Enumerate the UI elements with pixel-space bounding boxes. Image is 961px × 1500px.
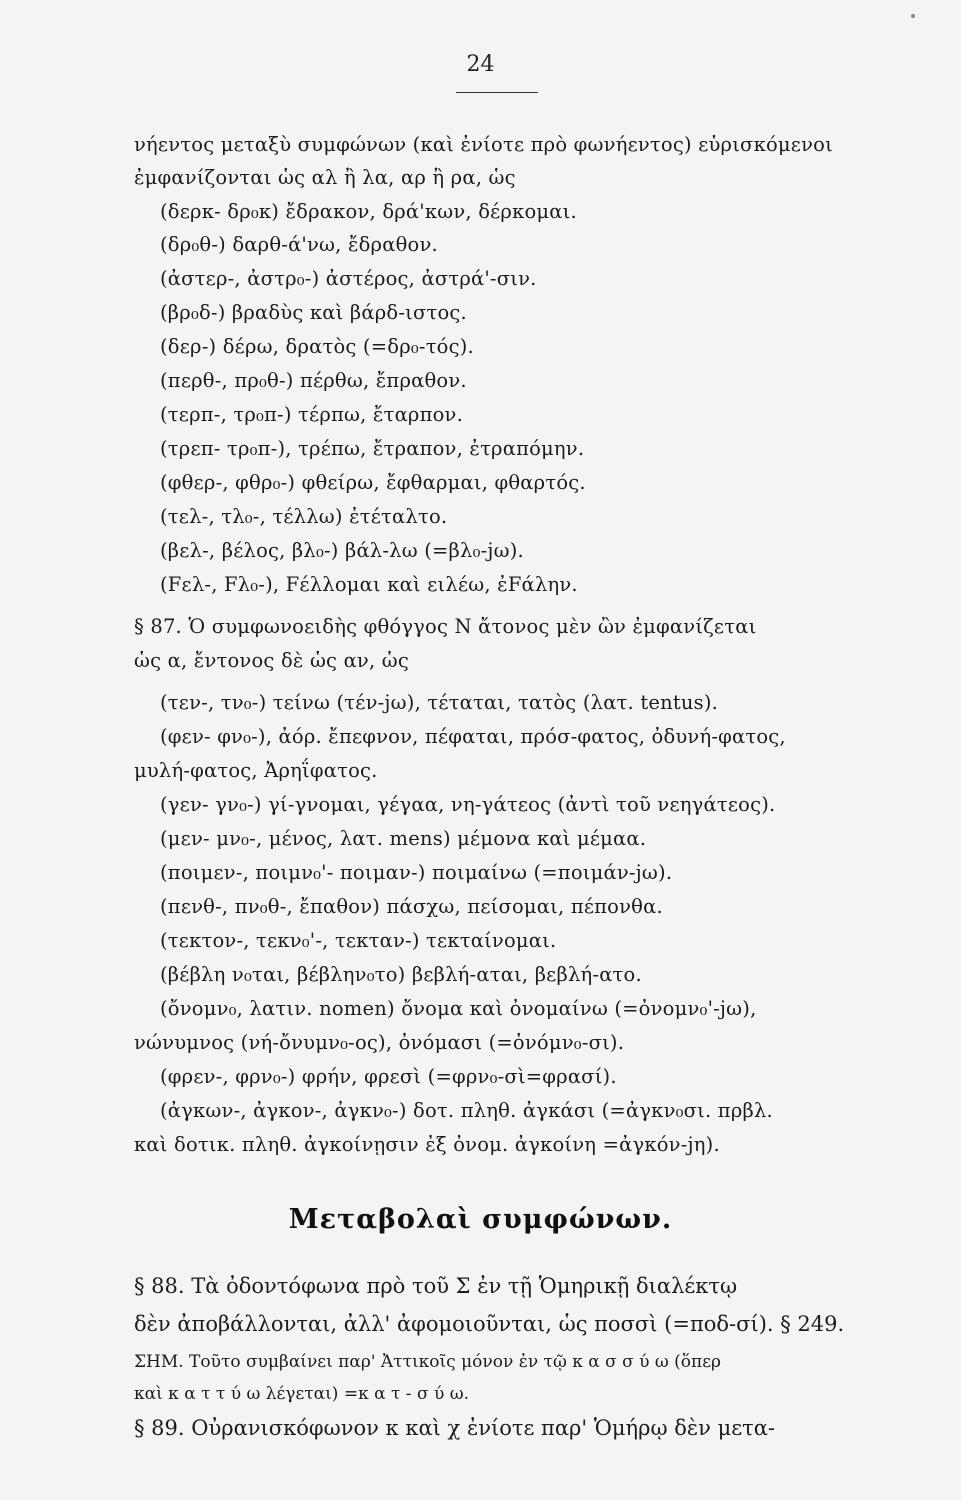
margin-speck xyxy=(911,14,915,18)
text-line: (τελ-, τλ₀-, τέλλω) ἐτέταλτο. xyxy=(160,505,448,528)
page-number: 24 xyxy=(466,52,495,77)
text-line: (δερκ- δρ₀κ) ἔδρακον, δρά'κων, δέρκομαι. xyxy=(160,200,577,223)
note-line: ΣΗΜ. Τοῦτο συμβαίνει παρ' Ἀττικοῖς μόνον ἐν τῷ κ α σ σ ύ ω (ὅπερ xyxy=(134,1352,722,1372)
text-line: (φρεν-, φρν₀-) φρήν, φρεσὶ (=φρν₀-σὶ=φρασί). xyxy=(160,1065,617,1088)
text-line: (τερπ-, τρ₀π-) τέρπω, ἔταρπον. xyxy=(160,403,464,426)
paragraph-88-line: § 88. Τὰ ὀδοντόφωνα πρὸ τοῦ Σ ἐν τῇ Ὁμηρικῇ διαλέκτῳ xyxy=(134,1274,738,1298)
text-line: (μεν- μν₀-, μένος, λατ. mens) μέμονα καὶ μέμαα. xyxy=(160,827,647,850)
text-line: (ποιμεν-, ποιμν₀'- ποιμαν-) ποιμαίνω (=ποιμάν-jω). xyxy=(160,861,673,884)
text-line: (βέβλη ν₀ται, βέβλην₀το) βεβλή-αται, βεβλή-ατο. xyxy=(160,963,642,986)
text-line: (δρ₀θ-) δαρθ-ά'νω, ἔδραθον. xyxy=(160,233,438,256)
text-line: νώνυμνος (νή-ὄνυμν₀-ος), ὀνόμασι (=ὀνόμν₀-σι). xyxy=(134,1031,625,1054)
text-line: μυλή-φατος, Ἀρηΐφατος. xyxy=(134,759,378,782)
text-line: (ἀστερ-, ἀστρ₀-) ἀστέρος, ἀστρά'-σιν. xyxy=(160,267,537,290)
paragraph-88-line: δὲν ἀποβάλλονται, ἀλλ' ἀφομοιοῦνται, ὡς ποσσὶ (=ποδ-σί). § 249. xyxy=(134,1312,845,1336)
text-line: νήεντος μεταξὺ συμφώνων (καὶ ἐνίοτε πρὸ φωνήεντος) εὑρισκόμενοι xyxy=(134,133,833,156)
text-line: (περθ-, πρ₀θ-) πέρθω, ἔπραθον. xyxy=(160,369,467,392)
paragraph-87-line: § 87. Ὁ συμφωνοειδὴς φθόγγος Ν ἄτονος μὲν ὢν ἐμφανίζεται xyxy=(134,615,757,638)
text-line: (δερ-) δέρω, δρατὸς (=δρ₀-τός). xyxy=(160,335,474,358)
page-number-rule xyxy=(456,92,538,93)
text-line: (βρ₀δ-) βραδὺς καὶ βάρδ-ιστος. xyxy=(160,301,467,324)
text-line: (ἀγκων-, ἀγκον-, ἀγκν₀-) δοτ. πληθ. ἀγκάσι (=ἀγκν₀σι. πρβλ. xyxy=(160,1099,773,1122)
text-line: (πενθ-, πν₀θ-, ἔπαθον) πάσχω, πείσομαι, πέπονθα. xyxy=(160,895,663,918)
note-line: καὶ κ α τ τ ύ ω λέγεται) =κ α τ - σ ύ ω. xyxy=(134,1384,469,1404)
text-line: ἐμφανίζονται ὡς αλ ἢ λα, αρ ἢ ρα, ὡς xyxy=(134,166,516,189)
section-heading: Μεταβολαὶ συμφώνων. xyxy=(288,1204,673,1235)
text-line: (τρεπ- τρ₀π-), τρέπω, ἔτραπον, ἐτραπόμην. xyxy=(160,437,585,460)
text-line: (τεκτον-, τεκν₀'-, τεκταν-) τεκταίνομαι. xyxy=(160,929,557,952)
text-line: καὶ δοτικ. πληθ. ἀγκοίνῃσιν ἐξ ὀνομ. ἀγκοίνη =ἀγκόν-jη). xyxy=(134,1133,720,1156)
text-line: (ὄνομν₀, λατιν. nomen) ὄνομα καὶ ὀνομαίνω (=ὀνομν₀'-jω), xyxy=(160,997,757,1020)
paragraph-87-line: ὡς α, ἔντονος δὲ ὡς αν, ὡς xyxy=(134,649,410,672)
text-line: (Fελ-, Fλ₀-), Fέλλομαι καὶ ειλέω, ἐFάλην. xyxy=(160,573,578,596)
text-line: (γεν- γν₀-) γί-γνομαι, γέγαα, νη-γάτεος (ἀντὶ τοῦ νεηγάτεος). xyxy=(160,793,776,816)
text-line: (βελ-, βέλος, βλ₀-) βάλ-λω (=βλ₀-jω). xyxy=(160,539,524,562)
text-line: (τεν-, τν₀-) τείνω (τέν-jω), τέταται, τατὸς (λατ. tentus). xyxy=(160,691,719,714)
text-line: (φεν- φν₀-), ἀόρ. ἔπεφνον, πέφαται, πρόσ-φατος, ὀδυνή-φατος, xyxy=(160,725,786,748)
text-line: (φθερ-, φθρ₀-) φθείρω, ἔφθαρμαι, φθαρτός. xyxy=(160,471,586,494)
paragraph-89-line: § 89. Οὐρανισκόφωνον κ καὶ χ ἐνίοτε παρ' Ὁμήρῳ δὲν μετα- xyxy=(134,1416,776,1440)
